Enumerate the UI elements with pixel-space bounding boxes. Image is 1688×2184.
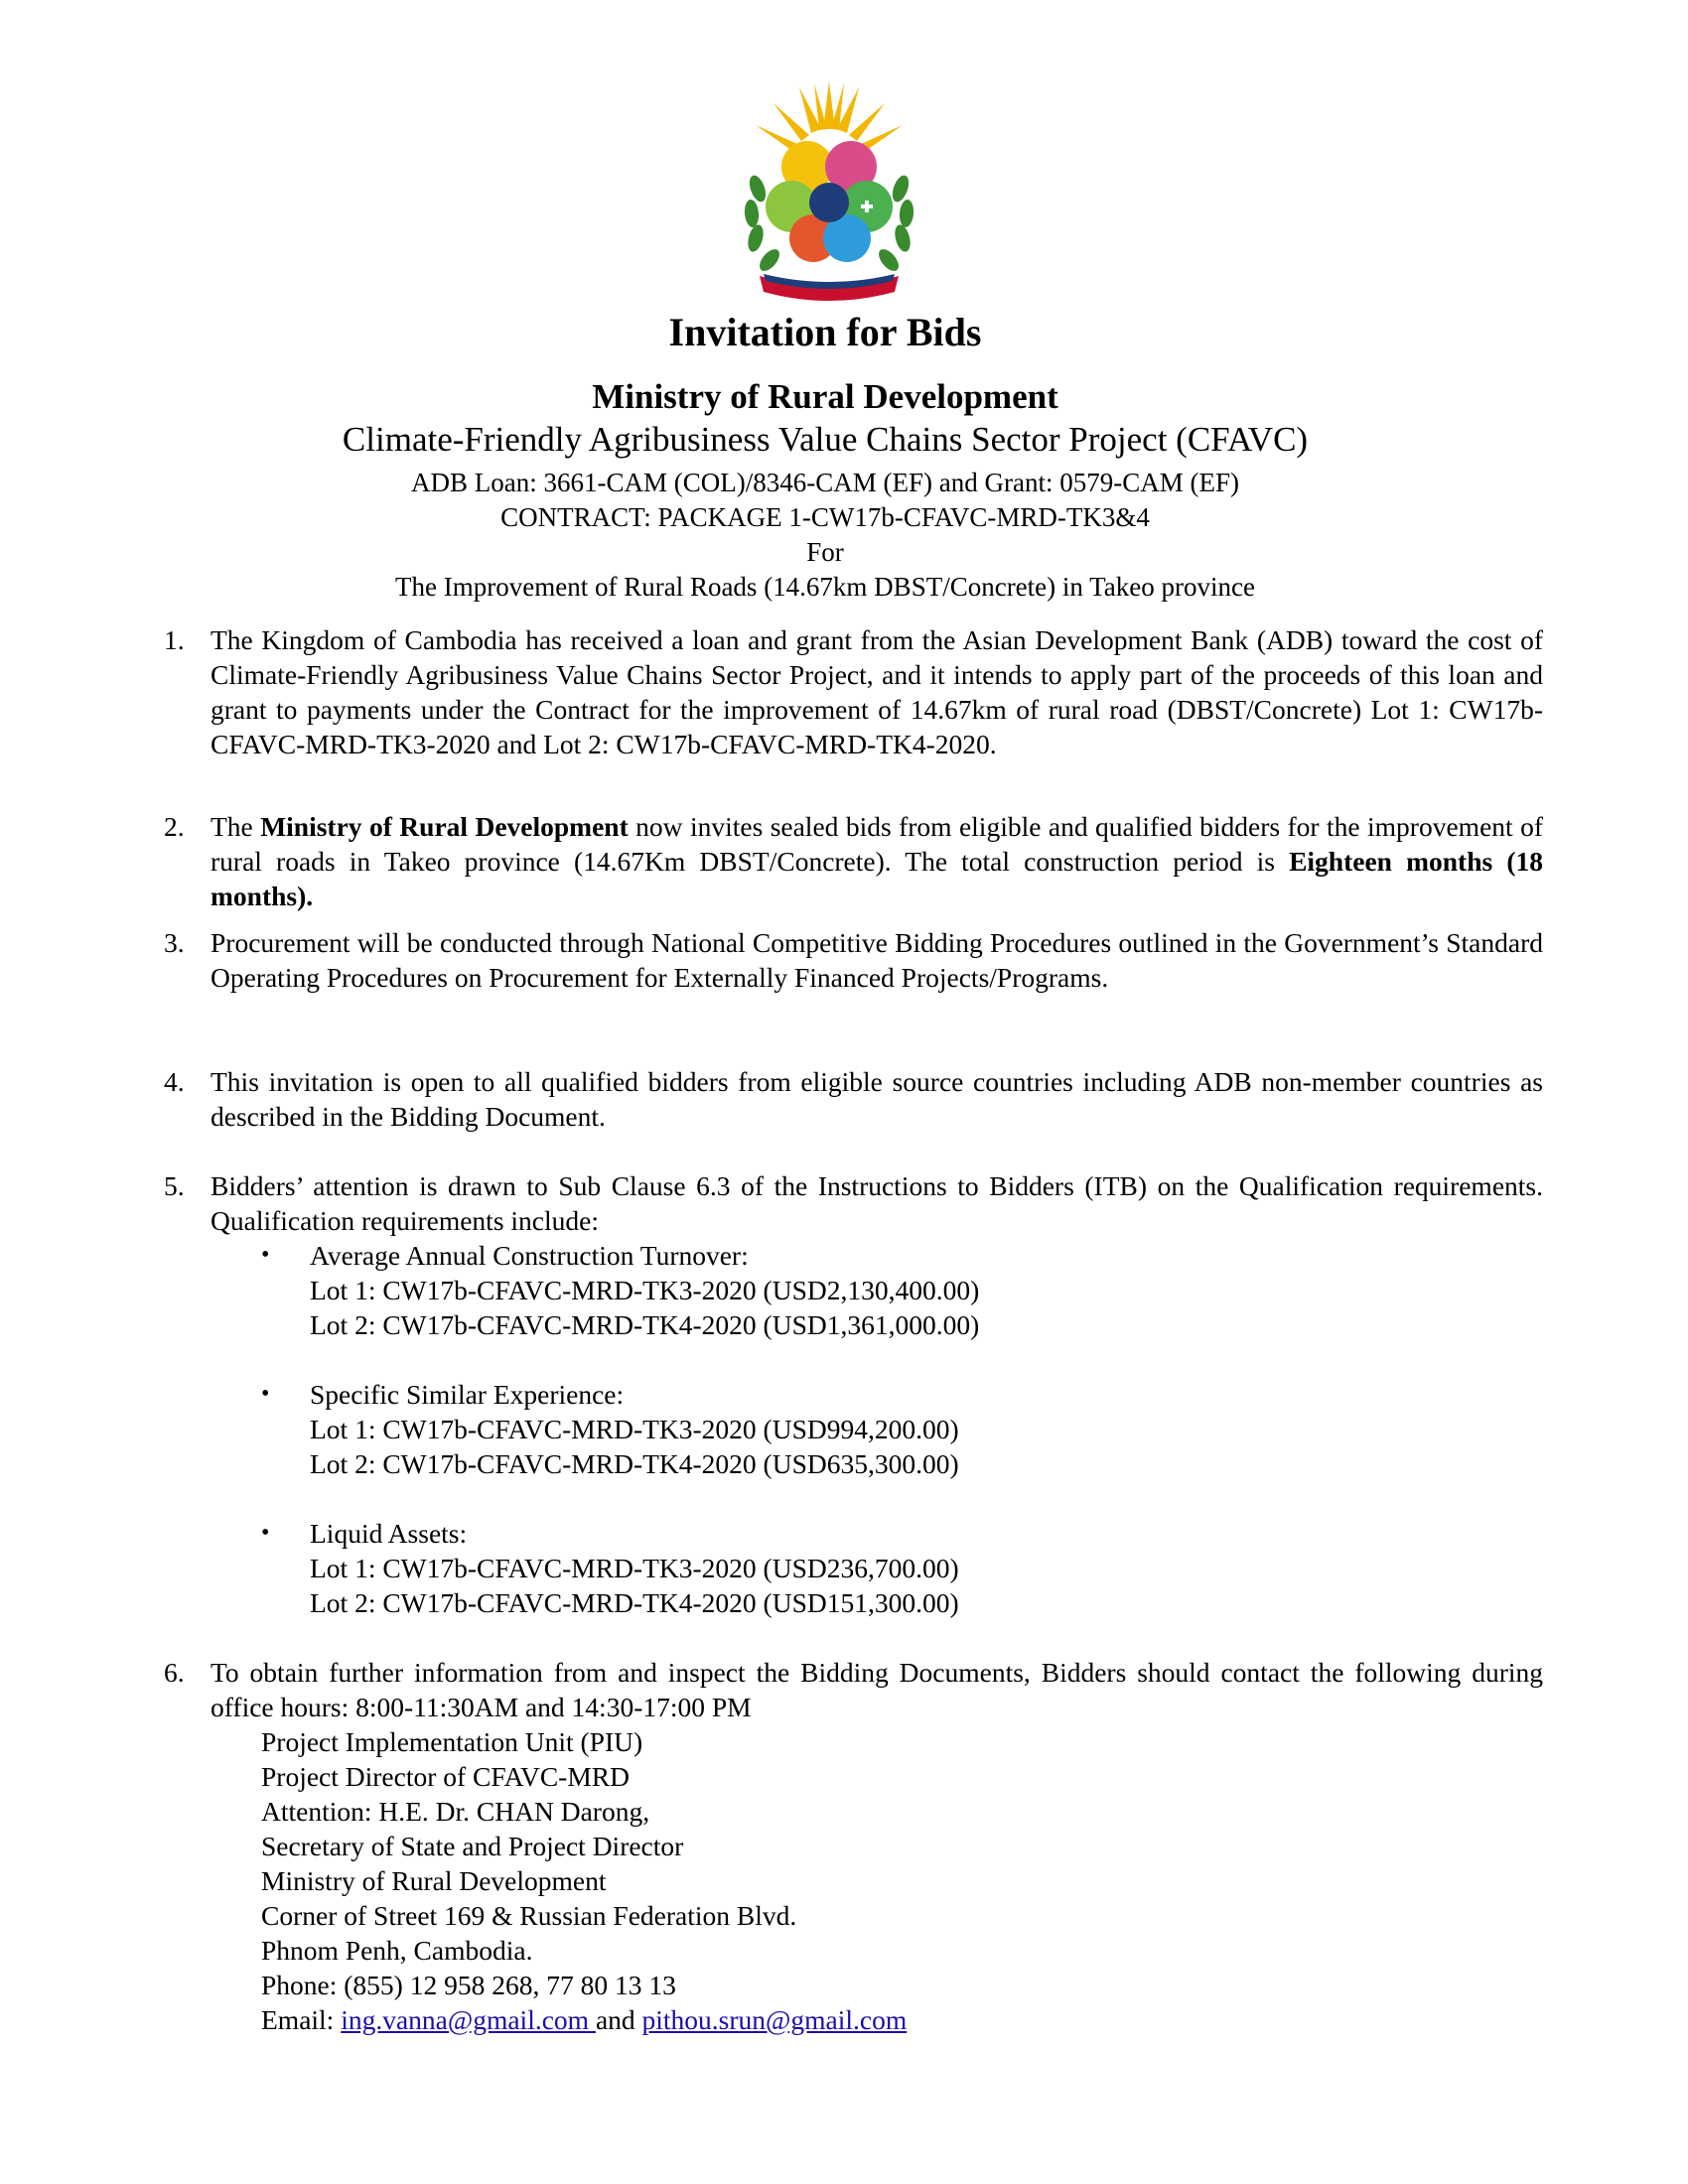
address-line: Ministry of Rural Development bbox=[261, 1865, 607, 1896]
mrd-emblem-icon bbox=[730, 79, 928, 303]
item-number: 3. bbox=[164, 927, 185, 958]
paragraph-5: Bidders’ attention is drawn to Sub Clause 6.3 of the Instructions to Bidders (ITB) on the Qualification requirements. Qualification requirements include: bbox=[211, 1170, 1543, 1236]
paragraph-3: Procurement will be conducted through National Competitive Bidding Procedures outlined in the Government’s Standard Operating Procedures on Procurement for Externally Financed Projects/Programs. bbox=[211, 927, 1543, 993]
email-link-pithou[interactable]: pithou.srun@gmail.com bbox=[641, 2004, 908, 2035]
for-label: For bbox=[806, 537, 844, 567]
paragraph-2-pre: The bbox=[211, 811, 261, 842]
bullet-icon: • bbox=[261, 1242, 270, 1268]
paragraph-6: To obtain further information from and inspect the Bidding Documents, Bidders should contact the following during office hours: 8:00-11:30AM and 14:30-17:00 PM bbox=[211, 1657, 1543, 1722]
email-label: Email: bbox=[261, 2004, 342, 2035]
requirement-lot: Lot 2: CW17b-CFAVC-MRD-TK4-2020 (USD635,300.00) bbox=[310, 1448, 959, 1479]
address-line: Corner of Street 169 & Russian Federation Blvd. bbox=[261, 1900, 797, 1931]
contract-info: CONTRACT: PACKAGE 1-CW17b-CFAVC-MRD-TK3&4 bbox=[500, 502, 1150, 532]
item-number: 1. bbox=[164, 624, 185, 655]
paragraph-2-mid: now invites sealed bids from eligible and qualified bidders for the improvement of rural roads in Takeo province (14.67Km DBST/Concrete). The total construction period is bbox=[211, 811, 1543, 877]
bullet-icon: • bbox=[261, 1520, 270, 1546]
loan-info: ADB Loan: 3661-CAM (COL)/8346-CAM (EF) and Grant: 0579-CAM (EF) bbox=[411, 468, 1239, 497]
address-line: Attention: H.E. Dr. CHAN Darong, bbox=[261, 1796, 650, 1827]
works-title: The Improvement of Rural Roads (14.67km DBST/Concrete) in Takeo province bbox=[395, 572, 1255, 602]
email-line bbox=[261, 2002, 907, 2037]
item-number: 6. bbox=[164, 1657, 185, 1688]
email-and: and bbox=[595, 2004, 642, 2035]
requirement-lot: Lot 1: CW17b-CFAVC-MRD-TK3-2020 (USD236,700.00) bbox=[310, 1553, 959, 1583]
paragraph-2 bbox=[211, 809, 1543, 913]
phone-line: Phone: (855) 12 958 268, 77 80 13 13 bbox=[261, 1970, 676, 2000]
paragraph-1: The Kingdom of Cambodia has received a loan and grant from the Asian Development Bank (ADB) toward the cost of Climate-Friendly Agribusiness Value Chains Sector Project, and it intends to apply part of the proceeds of this loan and grant to payments under the Contract for the improvement of 14.67km of rural road (DBST/Concrete) Lot 1: CW17b-CFAVC-MRD-TK3-2020 and Lot 2: CW17b-CFAVC-MRD-TK4-2020. bbox=[211, 624, 1543, 759]
paragraph-4: This invitation is open to all qualified bidders from eligible source countries including ADB non-member countries as described in the Bidding Document. bbox=[211, 1066, 1543, 1132]
item-number: 5. bbox=[164, 1170, 185, 1201]
address-line: Phnom Penh, Cambodia. bbox=[261, 1935, 533, 1966]
email-link-vanna[interactable]: ing.vanna@gmail.com bbox=[341, 2004, 596, 2035]
requirement-lot: Lot 2: CW17b-CFAVC-MRD-TK4-2020 (USD1,361,000.00) bbox=[310, 1309, 980, 1340]
bullet-icon: • bbox=[261, 1381, 270, 1407]
address-line: Secretary of State and Project Director bbox=[261, 1831, 684, 1861]
address-line: Project Director of CFAVC-MRD bbox=[261, 1761, 630, 1792]
project-name: Climate-Friendly Agribusiness Value Chains Sector Project (CFAVC) bbox=[342, 420, 1309, 459]
address-line: Project Implementation Unit (PIU) bbox=[261, 1726, 643, 1757]
ministry-name: Ministry of Rural Development bbox=[592, 377, 1058, 416]
period-bold: Eighteen months (18 months). bbox=[211, 846, 1543, 911]
requirement-heading: Specific Similar Experience: bbox=[310, 1379, 625, 1410]
requirement-lot: Lot 2: CW17b-CFAVC-MRD-TK4-2020 (USD151,300.00) bbox=[310, 1587, 959, 1618]
ministry-bold: Ministry of Rural Development bbox=[260, 811, 629, 842]
requirement-heading: Liquid Assets: bbox=[310, 1518, 468, 1549]
requirement-heading: Average Annual Construction Turnover: bbox=[310, 1240, 749, 1271]
requirement-lot: Lot 1: CW17b-CFAVC-MRD-TK3-2020 (USD2,130,400.00) bbox=[310, 1275, 980, 1305]
page-title: Invitation for Bids bbox=[668, 310, 982, 354]
item-number: 4. bbox=[164, 1066, 185, 1097]
requirement-lot: Lot 1: CW17b-CFAVC-MRD-TK3-2020 (USD994,200.00) bbox=[310, 1414, 959, 1444]
item-number: 2. bbox=[164, 811, 185, 842]
